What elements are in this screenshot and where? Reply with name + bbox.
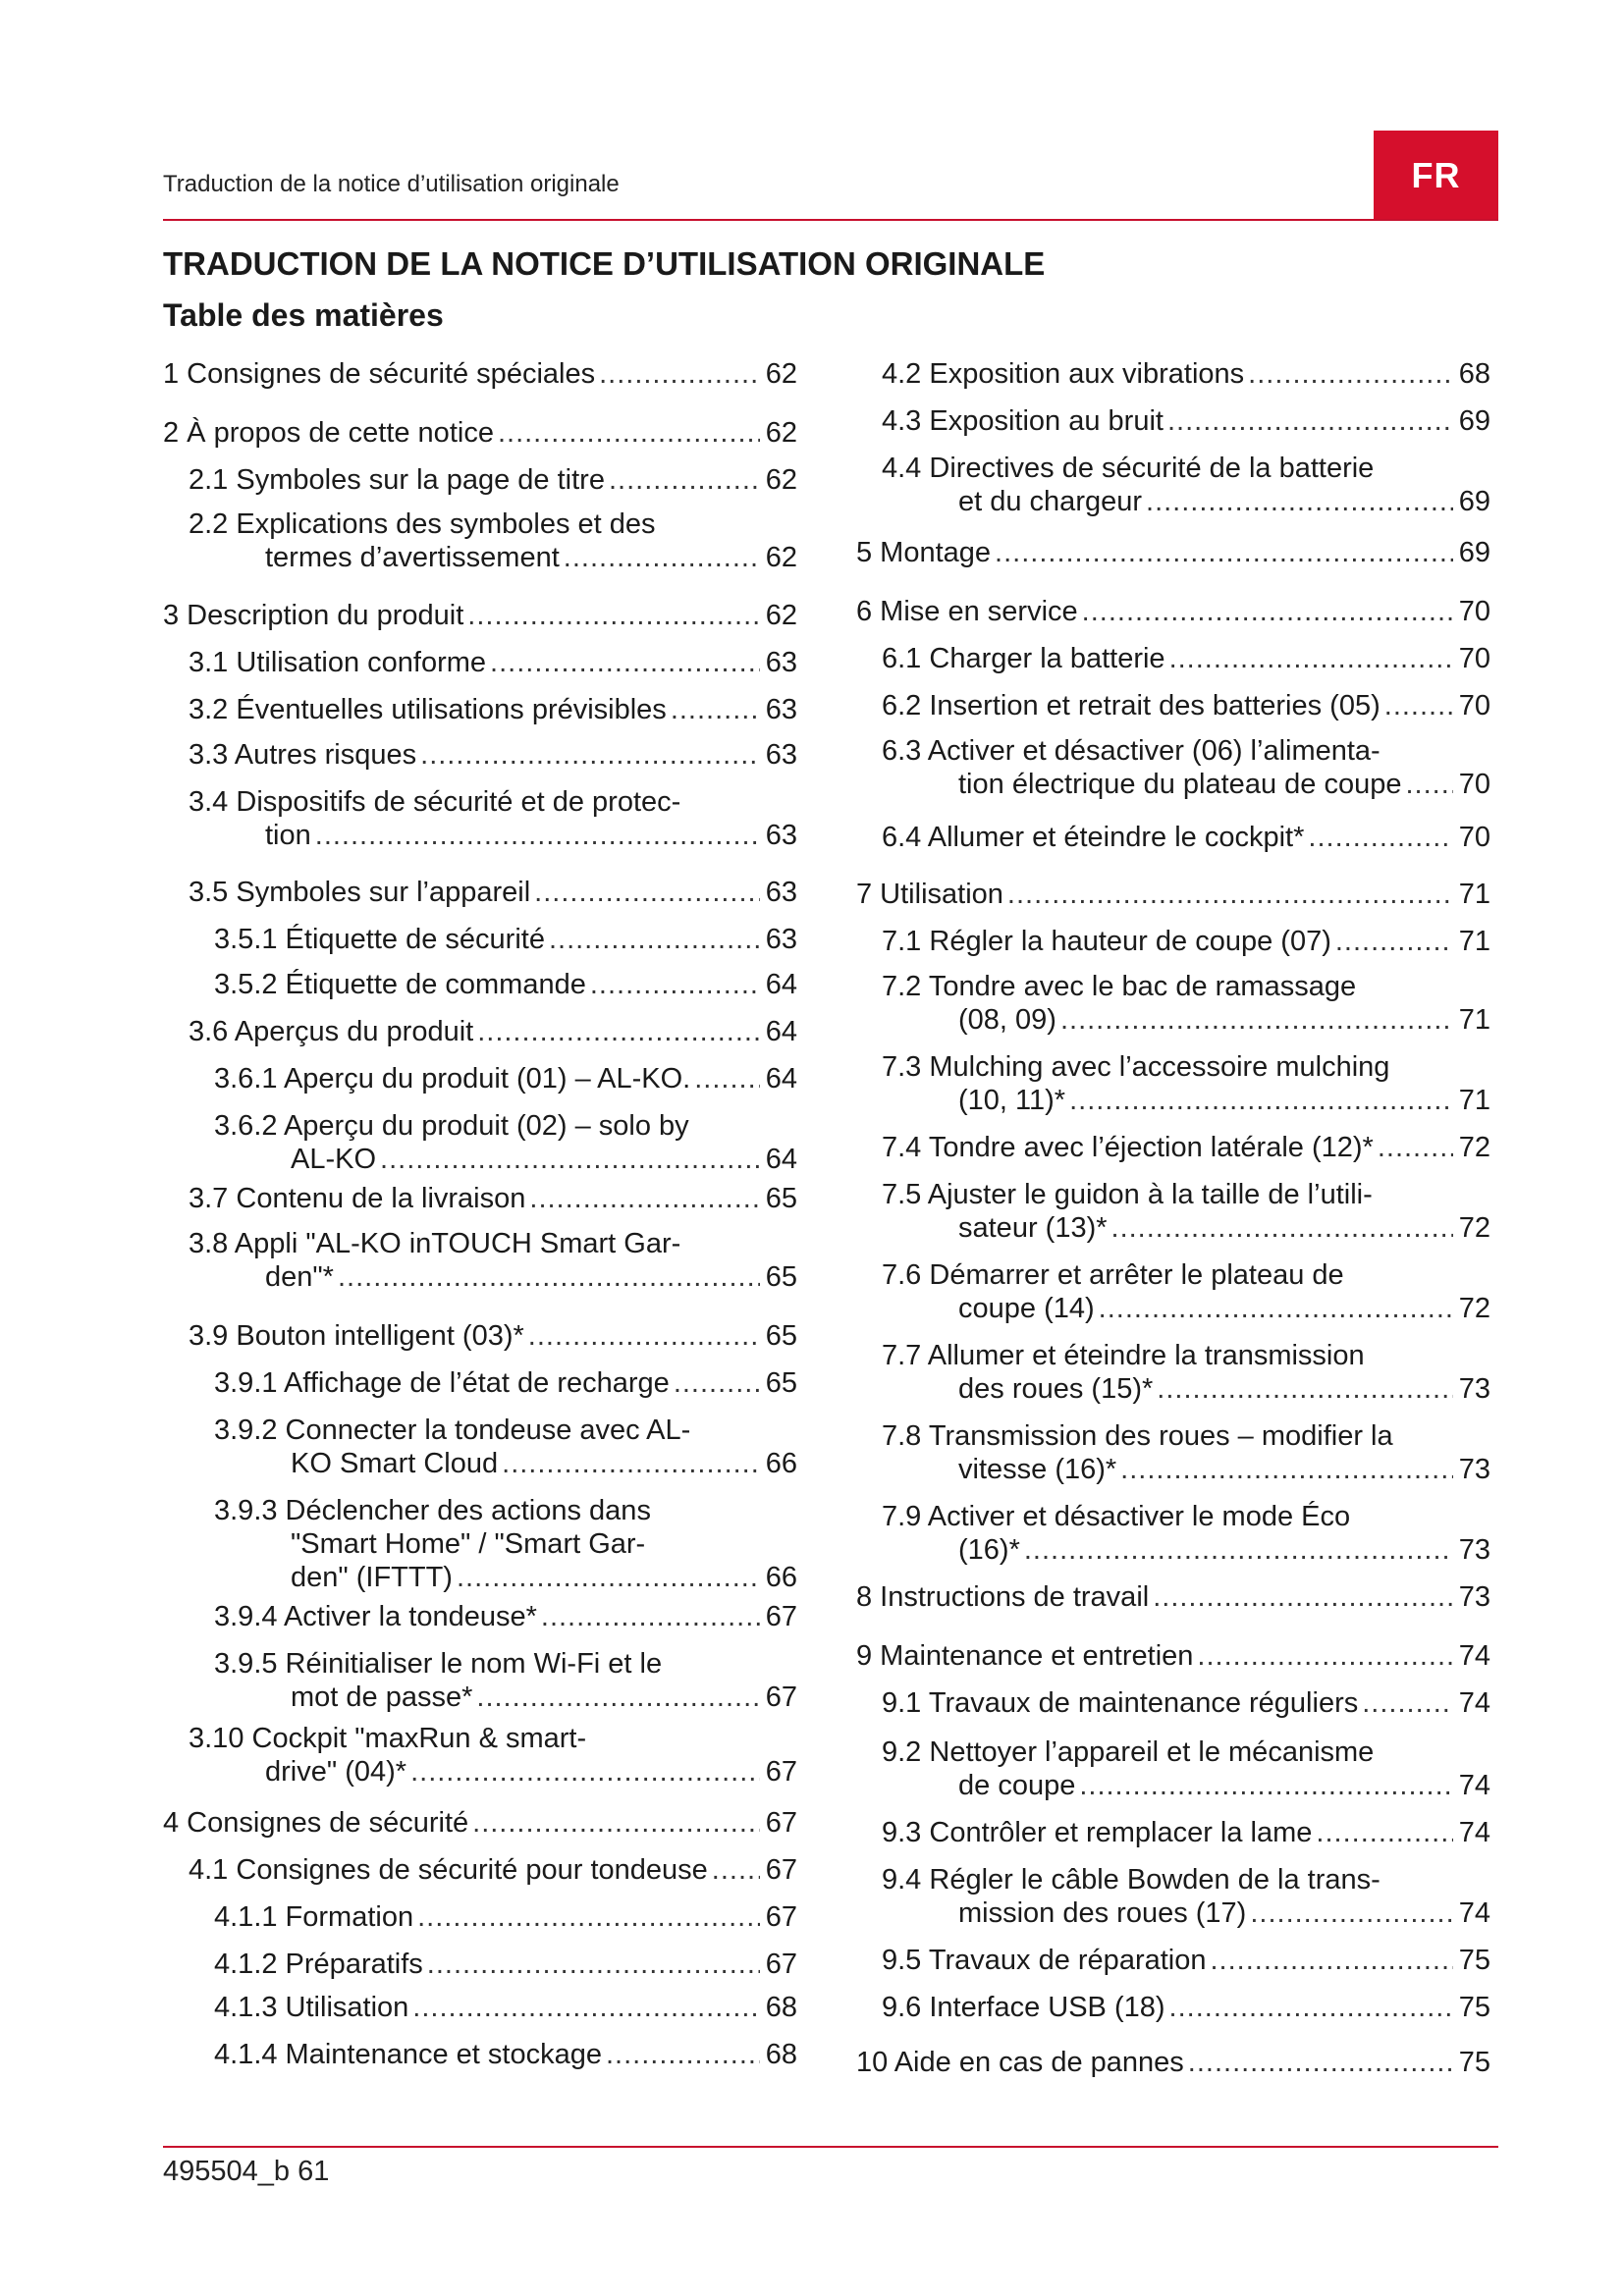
toc-entry-title: (08, 09): [958, 1004, 1056, 1036]
toc-entry-title: 7 Utilisation: [856, 879, 1003, 910]
toc-entry[interactable]: [882, 642, 1490, 675]
toc-entry[interactable]: [882, 1178, 1490, 1245]
toc-entry[interactable]: [214, 1991, 797, 2024]
toc-page-number: 71: [1458, 1004, 1490, 1036]
dot-leader: [490, 646, 760, 679]
toc-page-number: 73: [1458, 1373, 1490, 1405]
dot-leader: [609, 463, 760, 497]
toc-entry[interactable]: [214, 1647, 797, 1714]
dot-leader: [694, 1062, 759, 1095]
toc-page-number: 70: [1458, 822, 1490, 853]
toc-page-number: 62: [765, 542, 797, 573]
toc-entry[interactable]: [214, 2038, 797, 2071]
dot-leader: [1082, 595, 1453, 628]
dot-leader: [1146, 485, 1453, 518]
toc-entry-title: coupe (14): [958, 1293, 1095, 1324]
toc-entry-title: 4.1 Consignes de sécurité pour tondeuse: [189, 1854, 708, 1886]
dot-leader: [457, 1561, 760, 1594]
toc-page-number: 70: [1458, 690, 1490, 721]
dot-leader: [1099, 1292, 1453, 1325]
toc-entry-title: KO Smart Cloud: [291, 1448, 499, 1479]
toc-page-number: 73: [1458, 1581, 1490, 1613]
dot-leader: [498, 416, 760, 450]
toc-entry-title: 4.1.2 Préparatifs: [214, 1949, 423, 1980]
footer-divider: [163, 2146, 1498, 2148]
toc-entry[interactable]: [882, 1686, 1490, 1720]
toc-entry-title: 7.9 Activer et désactiver le mode Éco: [882, 1501, 1351, 1532]
toc-page-number: 63: [765, 877, 797, 908]
toc-page-number: 63: [765, 647, 797, 678]
dot-leader: [1405, 768, 1452, 801]
toc-entry[interactable]: [882, 970, 1490, 1037]
toc-page-number: 69: [1458, 537, 1490, 568]
header-divider: [163, 219, 1498, 221]
dot-leader: [995, 536, 1453, 569]
dot-leader: [476, 1681, 759, 1714]
toc-entry-title: 3.3 Autres risques: [189, 739, 417, 771]
toc-entry[interactable]: [882, 1944, 1490, 1977]
toc-entry[interactable]: [189, 1227, 797, 1294]
toc-entry[interactable]: [214, 1948, 797, 1981]
toc-page-number: 73: [1458, 1534, 1490, 1566]
toc-entry[interactable]: [856, 878, 1490, 911]
page-footer: [163, 2156, 329, 2188]
toc-page-number: 62: [765, 600, 797, 631]
toc-page-number: 70: [1458, 643, 1490, 674]
toc-entry-title: 3.6 Aperçus du produit: [189, 1016, 474, 1047]
toc-entry-title: 7.1 Régler la hauteur de coupe (07): [882, 926, 1331, 957]
toc-entry[interactable]: [189, 693, 797, 726]
toc-page-number: 75: [1458, 2047, 1490, 2078]
toc-entry[interactable]: [189, 1853, 797, 1887]
toc-entry-title: 7.8 Transmission des roues – modifier la: [882, 1420, 1393, 1452]
toc-entry[interactable]: [189, 463, 797, 497]
toc-entry-title: 10 Aide en cas de pannes: [856, 2047, 1184, 2078]
dot-leader: [1316, 1816, 1452, 1849]
dot-leader: [1157, 1372, 1452, 1406]
toc-page-number: 74: [1458, 1640, 1490, 1672]
dot-leader: [1197, 1639, 1452, 1673]
toc-page-number: 63: [765, 924, 797, 955]
toc-entry[interactable]: [163, 1806, 797, 1840]
toc-entry-title: 9.6 Interface USB (18): [882, 1992, 1165, 2023]
toc-entry-title: 3.4 Dispositifs de sécurité et de protec-: [189, 786, 681, 818]
toc-entry[interactable]: [189, 507, 797, 574]
dot-leader: [417, 1900, 760, 1934]
toc-heading: Table des matières: [163, 297, 444, 333]
toc-entry[interactable]: [214, 1900, 797, 1934]
dot-leader: [1111, 1211, 1453, 1245]
dot-leader: [410, 1755, 760, 1789]
toc-page-number: 72: [1458, 1293, 1490, 1324]
toc-entry-title: 2 À propos de cette notice: [163, 417, 494, 449]
dot-leader: [712, 1853, 760, 1887]
toc-entry-title: 4.1.3 Utilisation: [214, 1992, 409, 2023]
toc-page-number: 64: [765, 969, 797, 1000]
dot-leader: [528, 1319, 760, 1353]
toc-page-number: 75: [1458, 1945, 1490, 1976]
toc-entry-title: 3.5.1 Étiquette de sécurité: [214, 924, 545, 955]
toc-page-number: 71: [1458, 1085, 1490, 1116]
toc-entry-title: (10, 11)*: [958, 1085, 1066, 1116]
dot-leader: [599, 357, 760, 391]
toc-page-number: 68: [765, 1992, 797, 2023]
toc-entry-title: 8 Instructions de travail: [856, 1581, 1150, 1613]
toc-page-number: 67: [765, 1682, 797, 1713]
toc-entry-title: 4.1.1 Formation: [214, 1901, 414, 1933]
toc-entry-title: 6.1 Charger la batterie: [882, 643, 1165, 674]
toc-entry[interactable]: [882, 1500, 1490, 1567]
toc-page-number: 70: [1458, 769, 1490, 800]
toc-page-number: 67: [765, 1601, 797, 1632]
toc-page-number: 66: [765, 1562, 797, 1593]
toc-page-number: 65: [765, 1261, 797, 1293]
toc-entry[interactable]: [882, 925, 1490, 958]
toc-entry[interactable]: [882, 734, 1490, 801]
toc-page-number: 63: [765, 820, 797, 851]
dot-leader: [529, 1182, 759, 1215]
toc-entry-title: tion: [265, 820, 311, 851]
toc-page-number: 67: [765, 1949, 797, 1980]
toc-entry-title: 1 Consignes de sécurité spéciales: [163, 358, 596, 390]
dot-leader: [549, 923, 760, 956]
toc-entry-title: 7.4 Tondre avec l’éjection latérale (12)*: [882, 1132, 1374, 1163]
dot-leader: [541, 1600, 760, 1633]
toc-page-number: 65: [765, 1367, 797, 1399]
toc-entry-title: 4.2 Exposition aux vibrations: [882, 358, 1245, 390]
toc-page-number: 71: [1458, 926, 1490, 957]
toc-entry-title: 3.9.5 Réinitialiser le nom Wi-Fi et le: [214, 1648, 663, 1680]
toc-entry[interactable]: [882, 357, 1490, 391]
toc-entry-title: mot de passe*: [291, 1682, 473, 1713]
toc-entry-title: 7.2 Tondre avec le bac de ramassage: [882, 971, 1357, 1002]
toc-entry-title: 2.1 Symboles sur la page de titre: [189, 464, 605, 496]
toc-page-number: 75: [1458, 1992, 1490, 2023]
toc-entry-title: 3.5 Symboles sur l’appareil: [189, 877, 531, 908]
toc-page-number: 67: [765, 1854, 797, 1886]
toc-entry[interactable]: [882, 1050, 1490, 1117]
dot-leader: [564, 541, 760, 574]
toc-entry-title: 3 Description du produit: [163, 600, 464, 631]
toc-entry[interactable]: [189, 1319, 797, 1353]
toc-entry-title: 4 Consignes de sécurité: [163, 1807, 469, 1839]
dot-leader: [1384, 689, 1453, 722]
toc-entry-title: den" (IFTTT): [291, 1562, 453, 1593]
toc-page-number: 69: [1458, 486, 1490, 517]
dot-leader: [1169, 1991, 1453, 2024]
toc-entry[interactable]: [189, 785, 797, 852]
toc-entry-title: 5 Montage: [856, 537, 992, 568]
dot-leader: [412, 1991, 759, 2024]
toc-page-number: 68: [765, 2039, 797, 2070]
toc-page-number: 62: [765, 358, 797, 390]
toc-entry[interactable]: [214, 1366, 797, 1400]
toc-entry[interactable]: [856, 2046, 1490, 2079]
toc-entry-title: 3.7 Contenu de la livraison: [189, 1183, 526, 1214]
toc-entry-title: 3.8 Appli "AL-KO inTOUCH Smart Gar-: [189, 1228, 681, 1259]
toc-entry[interactable]: [882, 1816, 1490, 1849]
toc-entry-title: 4.4 Directives de sécurité de la batterie: [882, 453, 1375, 484]
toc-entry[interactable]: [882, 821, 1490, 854]
toc-entry[interactable]: [882, 1339, 1490, 1406]
toc-page-number: 70: [1458, 596, 1490, 627]
toc-entry[interactable]: [163, 416, 797, 450]
dot-leader: [1153, 1580, 1453, 1614]
toc-page-number: 64: [765, 1063, 797, 1095]
doc-number: 495504_b: [163, 2156, 291, 2187]
dot-leader: [1120, 1453, 1453, 1486]
toc-entry[interactable]: [214, 1414, 797, 1480]
toc-entry-title: 9 Maintenance et entretien: [856, 1640, 1194, 1672]
toc-entry-title: vitesse (16)*: [958, 1454, 1117, 1485]
dot-leader: [534, 876, 760, 909]
toc-entry[interactable]: [214, 1062, 797, 1095]
toc-page-number: 74: [1458, 1770, 1490, 1801]
toc-entry-title: (16)*: [958, 1534, 1020, 1566]
toc-entry-title: 9.4 Régler le câble Bowden de la trans-: [882, 1864, 1380, 1896]
dot-leader: [315, 819, 760, 852]
toc-entry-title: mission des roues (17): [958, 1897, 1247, 1929]
toc-page-number: 74: [1458, 1817, 1490, 1848]
toc-entry-title: 6.2 Insertion et retrait des batteries (05): [882, 690, 1380, 721]
toc-entry-title: 7.7 Allumer et éteindre la transmission: [882, 1340, 1365, 1371]
toc-entry[interactable]: [856, 536, 1490, 569]
toc-page-number: 74: [1458, 1897, 1490, 1929]
toc-page-number: 67: [765, 1901, 797, 1933]
toc-entry[interactable]: [882, 1863, 1490, 1930]
dot-leader: [502, 1447, 760, 1480]
toc-page-number: 69: [1458, 405, 1490, 437]
dot-leader: [590, 968, 760, 1001]
dot-leader: [1079, 1769, 1452, 1802]
dot-leader: [1188, 2046, 1453, 2079]
toc-page-number: 63: [765, 739, 797, 771]
toc-page-number: 72: [1458, 1212, 1490, 1244]
dot-leader: [1060, 1003, 1453, 1037]
page-number: 61: [298, 2156, 330, 2187]
toc-page-number: 67: [765, 1756, 797, 1788]
dot-leader: [1024, 1533, 1453, 1567]
toc-page-number: 64: [765, 1016, 797, 1047]
toc-entry[interactable]: [189, 646, 797, 679]
running-header: Traduction de la notice d’utilisation originale: [163, 171, 620, 197]
toc-entry[interactable]: [882, 1991, 1490, 2024]
toc-entry[interactable]: [882, 1131, 1490, 1164]
toc-entry-title: 3.6.2 Aperçu du produit (02) – solo by: [214, 1110, 689, 1142]
toc-entry-title: 7.3 Mulching avec l’accessoire mulching: [882, 1051, 1390, 1083]
toc-page-number: 73: [1458, 1454, 1490, 1485]
toc-entry-title: 3.9.3 Déclencher des actions dans: [214, 1495, 651, 1526]
toc-page-number: 74: [1458, 1687, 1490, 1719]
toc-page-number: 62: [765, 464, 797, 496]
toc-page-number: 65: [765, 1183, 797, 1214]
dot-leader: [1378, 1131, 1453, 1164]
dot-leader: [472, 1806, 760, 1840]
document-title: TRADUCTION DE LA NOTICE D’UTILISATION ORIGINALE: [163, 245, 1046, 282]
toc-entry[interactable]: [882, 1419, 1490, 1486]
toc-entry-title: 9.3 Contrôler et remplacer la lame: [882, 1817, 1313, 1848]
toc-entry[interactable]: [856, 1639, 1490, 1673]
dot-leader: [671, 693, 760, 726]
toc-page-number: 63: [765, 694, 797, 725]
toc-entry-title: 6 Mise en service: [856, 596, 1078, 627]
dot-leader: [1362, 1686, 1453, 1720]
toc-entry-title: 6.3 Activer et désactiver (06) l’alimenta-: [882, 735, 1380, 767]
toc-entry[interactable]: [882, 1258, 1490, 1325]
toc-page-number: 65: [765, 1320, 797, 1352]
toc-entry-title: termes d’avertissement: [265, 542, 560, 573]
dot-leader: [477, 1015, 760, 1048]
toc-entry-title: 3.2 Éventuelles utilisations prévisibles: [189, 694, 667, 725]
toc-entry[interactable]: [214, 1109, 797, 1176]
toc-entry-title: 2.2 Explications des symboles et des: [189, 508, 656, 540]
toc-entry[interactable]: [882, 452, 1490, 518]
toc-entry[interactable]: [189, 1015, 797, 1048]
toc-entry[interactable]: [856, 595, 1490, 628]
toc-entry[interactable]: [189, 1182, 797, 1215]
dot-leader: [1069, 1084, 1453, 1117]
toc-entry-title: 3.9.1 Affichage de l’état de recharge: [214, 1367, 670, 1399]
toc-page-number: 67: [765, 1807, 797, 1839]
toc-entry[interactable]: [189, 1722, 797, 1789]
toc-entry-title: 3.10 Cockpit "maxRun & smart-: [189, 1723, 587, 1754]
dot-leader: [467, 599, 759, 632]
toc-entry-title: AL-KO: [291, 1144, 377, 1175]
dot-leader: [1210, 1944, 1452, 1977]
toc-entry[interactable]: [163, 599, 797, 632]
dot-leader: [1250, 1896, 1452, 1930]
dot-leader: [1335, 925, 1453, 958]
toc-entry-title: 3.6.1 Aperçu du produit (01) – AL-KO.: [214, 1063, 691, 1095]
toc-entry-title: 6.4 Allumer et éteindre le cockpit*: [882, 822, 1305, 853]
toc-entry-title: 9.2 Nettoyer l’appareil et le mécanisme: [882, 1736, 1375, 1768]
toc-entry-title: 3.9 Bouton intelligent (03)*: [189, 1320, 524, 1352]
dot-leader: [380, 1143, 760, 1176]
toc-page-number: 68: [1458, 358, 1490, 390]
toc-entry-title: 7.6 Démarrer et arrêter le plateau de: [882, 1259, 1344, 1291]
toc-entry[interactable]: [882, 404, 1490, 438]
dot-leader: [606, 2038, 760, 2071]
toc-entry-title: 7.5 Ajuster le guidon à la taille de l’utili-: [882, 1179, 1373, 1210]
dot-leader: [427, 1948, 760, 1981]
toc-entry-title: den"*: [265, 1261, 334, 1293]
dot-leader: [674, 1366, 760, 1400]
dot-leader: [1007, 878, 1453, 911]
toc-entry-title: de coupe: [958, 1770, 1076, 1801]
dot-leader: [1248, 357, 1453, 391]
toc-entry-title: 9.5 Travaux de réparation: [882, 1945, 1207, 1976]
toc-entry[interactable]: [214, 1494, 797, 1594]
dot-leader: [1308, 821, 1452, 854]
toc-page-number: 62: [765, 417, 797, 449]
toc-entry[interactable]: [163, 357, 797, 391]
toc-entry-title: "Smart Home" / "Smart Gar-: [291, 1528, 646, 1560]
toc-entry-title: drive" (04)*: [265, 1756, 407, 1788]
toc-entry-title: 3.9.2 Connecter la tondeuse avec AL-: [214, 1415, 691, 1446]
toc-entry-title: des roues (15)*: [958, 1373, 1154, 1405]
toc-entry[interactable]: [214, 1600, 797, 1633]
toc-page-number: 71: [1458, 879, 1490, 910]
toc-entry[interactable]: [882, 689, 1490, 722]
toc-page-number: 64: [765, 1144, 797, 1175]
toc-entry-title: 3.5.2 Étiquette de commande: [214, 969, 586, 1000]
language-badge: FR: [1374, 131, 1498, 221]
toc-entry-title: et du chargeur: [958, 486, 1143, 517]
toc-entry-title: 9.1 Travaux de maintenance réguliers: [882, 1687, 1359, 1719]
dot-leader: [420, 738, 760, 772]
dot-leader: [1169, 642, 1453, 675]
dot-leader: [1167, 404, 1453, 438]
toc-entry-title: 3.1 Utilisation conforme: [189, 647, 487, 678]
toc-entry-title: sateur (13)*: [958, 1212, 1108, 1244]
toc-entry-title: 4.3 Exposition au bruit: [882, 405, 1164, 437]
toc-entry-title: 3.9.4 Activer la tondeuse*: [214, 1601, 537, 1632]
toc-entry[interactable]: [214, 968, 797, 1001]
toc-entry-title: tion électrique du plateau de coupe: [958, 769, 1402, 800]
toc-entry-title: 4.1.4 Maintenance et stockage: [214, 2039, 602, 2070]
dot-leader: [338, 1260, 760, 1294]
toc-page-number: 72: [1458, 1132, 1490, 1163]
toc-entry[interactable]: [214, 923, 797, 956]
toc-page-number: 66: [765, 1448, 797, 1479]
toc-entry[interactable]: [189, 876, 797, 909]
toc-entry[interactable]: [882, 1735, 1490, 1802]
toc-entry[interactable]: [856, 1580, 1490, 1614]
toc-entry[interactable]: [189, 738, 797, 772]
